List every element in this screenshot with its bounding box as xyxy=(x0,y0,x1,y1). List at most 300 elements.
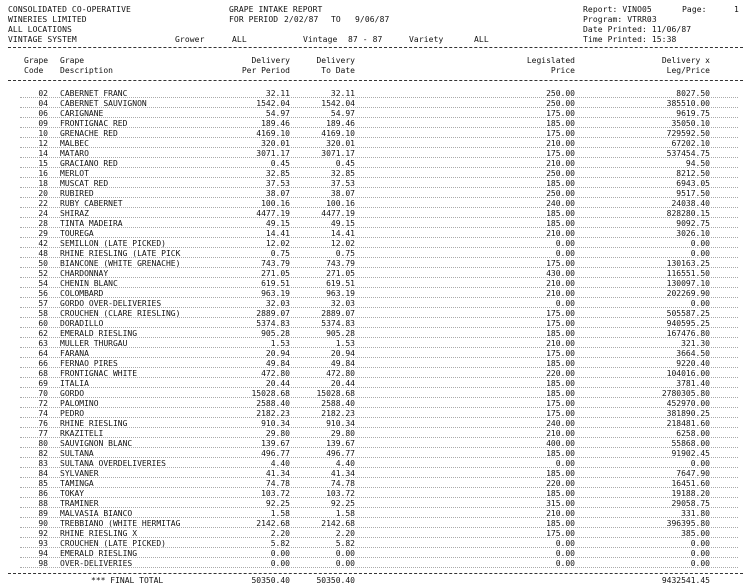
grape-code: 90 xyxy=(38,519,48,528)
grape-description: TOKAY xyxy=(60,489,85,498)
grape-description: CABERNET SAUVIGNON xyxy=(60,99,147,108)
table-row xyxy=(0,89,750,99)
grape-description: EMERALD RIESLING xyxy=(60,549,138,558)
grape-description: FRONTIGNAC WHITE xyxy=(60,369,138,378)
delivery-per-period: 0.75 xyxy=(270,249,290,258)
header-divider xyxy=(8,47,743,48)
legislated-price: 185.00 xyxy=(546,379,575,388)
delivery-value: 202269.90 xyxy=(666,289,710,298)
delivery-to-date: 20.94 xyxy=(330,349,355,358)
legislated-price: 185.00 xyxy=(546,489,575,498)
grape-code: 88 xyxy=(38,499,48,508)
grape-code: 04 xyxy=(38,99,48,108)
delivery-to-date: 496.77 xyxy=(326,449,355,458)
grape-code: 74 xyxy=(38,409,48,418)
col-to-date-line1: Delivery xyxy=(316,56,355,65)
delivery-value: 0.00 xyxy=(690,239,710,248)
table-row xyxy=(0,279,750,289)
column-divider xyxy=(8,80,743,81)
delivery-value: 130097.10 xyxy=(666,279,710,288)
grape-description: CARIGNANE xyxy=(60,109,104,118)
grape-description: CROUCHEN (LATE PICKED) xyxy=(60,539,166,548)
delivery-to-date: 472.80 xyxy=(326,369,355,378)
delivery-value: 130163.25 xyxy=(666,259,710,268)
delivery-value: 167476.80 xyxy=(666,329,710,338)
delivery-per-period: 0.00 xyxy=(270,559,290,568)
final-total-value: 9432541.45 xyxy=(661,576,710,585)
grape-code: 02 xyxy=(38,89,48,98)
report-title: GRAPE INTAKE REPORT xyxy=(229,5,323,14)
table-row xyxy=(0,519,750,529)
legislated-price: 430.00 xyxy=(546,269,575,278)
delivery-to-date: 2.20 xyxy=(335,529,355,538)
delivery-per-period: 2.20 xyxy=(270,529,290,538)
table-row xyxy=(0,369,750,379)
table-row xyxy=(0,379,750,389)
delivery-per-period: 54.97 xyxy=(265,109,290,118)
delivery-to-date: 20.44 xyxy=(330,379,355,388)
delivery-to-date: 0.45 xyxy=(335,159,355,168)
period-to: 9/06/87 xyxy=(355,15,390,24)
table-row xyxy=(0,219,750,229)
delivery-per-period: 14.41 xyxy=(265,229,290,238)
delivery-per-period: 271.05 xyxy=(261,269,290,278)
delivery-to-date: 5.82 xyxy=(335,539,355,548)
grape-description: CHARDONNAY xyxy=(60,269,109,278)
grape-description: RUBY CABERNET xyxy=(60,199,123,208)
delivery-value: 16451.60 xyxy=(671,479,710,488)
delivery-per-period: 32.03 xyxy=(265,299,290,308)
delivery-to-date: 905.28 xyxy=(326,329,355,338)
legislated-price: 210.00 xyxy=(546,289,575,298)
delivery-to-date: 41.34 xyxy=(330,469,355,478)
delivery-to-date: 0.00 xyxy=(335,549,355,558)
grape-description: ITALIA xyxy=(60,379,89,388)
grape-description: TINTA MADEIRA xyxy=(60,219,123,228)
delivery-per-period: 1.53 xyxy=(270,339,290,348)
table-row xyxy=(0,359,750,369)
grape-description: GRENACHE RED xyxy=(60,129,118,138)
legislated-price: 185.00 xyxy=(546,179,575,188)
grape-description: CROUCHEN (CLARE RIESLING) xyxy=(60,309,181,318)
delivery-per-period: 49.15 xyxy=(265,219,290,228)
grape-code: 16 xyxy=(38,169,48,178)
delivery-value: 0.00 xyxy=(690,459,710,468)
legislated-price: 185.00 xyxy=(546,519,575,528)
legislated-price: 0.00 xyxy=(555,559,575,568)
grape-code: 22 xyxy=(38,199,48,208)
grower-label: Grower xyxy=(175,35,205,44)
grape-code: 69 xyxy=(38,379,48,388)
grape-code: 09 xyxy=(38,119,48,128)
grape-code: 63 xyxy=(38,339,48,348)
grape-description: RHINE RIESLING X xyxy=(60,529,138,538)
delivery-to-date: 4477.19 xyxy=(321,209,355,218)
grape-code: 42 xyxy=(38,239,48,248)
delivery-value: 385510.00 xyxy=(666,99,710,108)
table-row xyxy=(0,439,750,449)
grape-code: 20 xyxy=(38,189,48,198)
legislated-price: 315.00 xyxy=(546,499,575,508)
delivery-value: 0.00 xyxy=(690,559,710,568)
grape-code: 82 xyxy=(38,449,48,458)
legislated-price: 175.00 xyxy=(546,409,575,418)
locations-label: ALL LOCATIONS xyxy=(8,25,72,34)
delivery-per-period: 4169.10 xyxy=(256,129,290,138)
col-grape-code-line2: Code xyxy=(24,66,44,75)
legislated-price: 175.00 xyxy=(546,399,575,408)
legislated-price: 175.00 xyxy=(546,259,575,268)
delivery-per-period: 496.77 xyxy=(261,449,290,458)
grape-code: 28 xyxy=(38,219,48,228)
table-row xyxy=(0,539,750,549)
grape-code: 56 xyxy=(38,289,48,298)
grape-code: 92 xyxy=(38,529,48,538)
grape-description: MALBEC xyxy=(60,139,89,148)
grape-code: 58 xyxy=(38,309,48,318)
delivery-value: 9092.75 xyxy=(676,219,710,228)
delivery-per-period: 103.72 xyxy=(261,489,290,498)
final-total-per-period: 50350.40 xyxy=(251,576,290,585)
grape-description: TOUREGA xyxy=(60,229,94,238)
delivery-per-period: 320.01 xyxy=(261,139,290,148)
delivery-to-date: 12.02 xyxy=(330,239,355,248)
delivery-value: 537454.75 xyxy=(666,149,710,158)
grape-code: 24 xyxy=(38,209,48,218)
grape-code: 83 xyxy=(38,459,48,468)
grape-description: PALOMINO xyxy=(60,399,99,408)
delivery-value: 0.00 xyxy=(690,299,710,308)
delivery-value: 24038.40 xyxy=(671,199,710,208)
table-row xyxy=(0,319,750,329)
delivery-to-date: 92.25 xyxy=(330,499,355,508)
col-grape-desc-line1: Grape xyxy=(60,56,85,65)
delivery-to-date: 1.53 xyxy=(335,339,355,348)
table-row xyxy=(0,129,750,139)
delivery-per-period: 619.51 xyxy=(261,279,290,288)
delivery-value: 2780305.80 xyxy=(661,389,710,398)
legislated-price: 250.00 xyxy=(546,169,575,178)
legislated-price: 210.00 xyxy=(546,229,575,238)
delivery-to-date: 54.97 xyxy=(330,109,355,118)
legislated-price: 0.00 xyxy=(555,539,575,548)
grape-code: 10 xyxy=(38,129,48,138)
grape-description: SYLVANER xyxy=(60,469,99,478)
delivery-per-period: 100.16 xyxy=(261,199,290,208)
grape-code: 94 xyxy=(38,549,48,558)
company-name-line2: WINERIES LIMITED xyxy=(8,15,87,24)
delivery-to-date: 32.03 xyxy=(330,299,355,308)
table-row xyxy=(0,329,750,339)
delivery-to-date: 4169.10 xyxy=(321,129,355,138)
delivery-per-period: 1.58 xyxy=(270,509,290,518)
legislated-price: 210.00 xyxy=(546,139,575,148)
grape-code: 68 xyxy=(38,369,48,378)
delivery-per-period: 12.02 xyxy=(265,239,290,248)
intake-table xyxy=(0,89,750,569)
delivery-per-period: 38.07 xyxy=(265,189,290,198)
page-number: 1 xyxy=(734,5,739,14)
legislated-price: 210.00 xyxy=(546,509,575,518)
delivery-to-date: 271.05 xyxy=(326,269,355,278)
delivery-per-period: 0.00 xyxy=(270,549,290,558)
legislated-price: 185.00 xyxy=(546,219,575,228)
legislated-price: 210.00 xyxy=(546,159,575,168)
delivery-per-period: 20.94 xyxy=(265,349,290,358)
grape-description: SAUVIGNON BLANC xyxy=(60,439,133,448)
delivery-value: 104016.00 xyxy=(666,369,710,378)
col-per-period-line1: Delivery xyxy=(251,56,290,65)
grape-description: BIANCONE (WHITE GRENACHE) xyxy=(60,259,181,268)
delivery-per-period: 2182.23 xyxy=(256,409,290,418)
legislated-price: 185.00 xyxy=(546,449,575,458)
delivery-value: 505587.25 xyxy=(666,309,710,318)
legislated-price: 0.00 xyxy=(555,239,575,248)
delivery-to-date: 49.84 xyxy=(330,359,355,368)
delivery-per-period: 37.53 xyxy=(265,179,290,188)
delivery-per-period: 5374.83 xyxy=(256,319,290,328)
variety-label: Variety xyxy=(409,35,444,44)
legislated-price: 175.00 xyxy=(546,529,575,538)
delivery-value: 218481.60 xyxy=(666,419,710,428)
delivery-per-period: 5.82 xyxy=(270,539,290,548)
delivery-value: 6943.05 xyxy=(676,179,710,188)
delivery-value: 940595.25 xyxy=(666,319,710,328)
grape-code: 14 xyxy=(38,149,48,158)
legislated-price: 400.00 xyxy=(546,439,575,448)
grape-code: 18 xyxy=(38,179,48,188)
date-printed: Date Printed: 11/06/87 xyxy=(583,25,692,34)
grape-code: 89 xyxy=(38,509,48,518)
period-from: 2/02/87 xyxy=(284,15,319,24)
legislated-price: 175.00 xyxy=(546,149,575,158)
legislated-price: 175.00 xyxy=(546,349,575,358)
vintage-value: 87 - 87 xyxy=(348,35,383,44)
delivery-value: 8212.50 xyxy=(676,169,710,178)
delivery-value: 29058.75 xyxy=(671,499,710,508)
table-row xyxy=(0,119,750,129)
delivery-per-period: 74.78 xyxy=(265,479,290,488)
delivery-per-period: 49.84 xyxy=(265,359,290,368)
delivery-to-date: 2889.07 xyxy=(321,309,355,318)
col-price-line2: Price xyxy=(550,66,575,75)
legislated-price: 0.00 xyxy=(555,299,575,308)
table-row xyxy=(0,309,750,319)
grape-description: TRAMINER xyxy=(60,499,99,508)
delivery-value: 9517.50 xyxy=(676,189,710,198)
grape-code: 98 xyxy=(38,559,48,568)
table-row xyxy=(0,259,750,269)
col-price-line1: Legislated xyxy=(526,56,575,65)
delivery-value: 6258.00 xyxy=(676,429,710,438)
table-row xyxy=(0,479,750,489)
grape-description: SHIRAZ xyxy=(60,209,89,218)
table-row xyxy=(0,349,750,359)
table-row xyxy=(0,459,750,469)
delivery-to-date: 103.72 xyxy=(326,489,355,498)
table-row xyxy=(0,339,750,349)
grape-code: 84 xyxy=(38,469,48,478)
delivery-to-date: 0.00 xyxy=(335,559,355,568)
table-row xyxy=(0,269,750,279)
grape-description: MERLOT xyxy=(60,169,89,178)
delivery-per-period: 32.11 xyxy=(265,89,290,98)
delivery-value: 9619.75 xyxy=(676,109,710,118)
grape-code: 29 xyxy=(38,229,48,238)
delivery-value: 94.50 xyxy=(685,159,710,168)
legislated-price: 0.00 xyxy=(555,459,575,468)
delivery-to-date: 0.75 xyxy=(335,249,355,258)
delivery-value: 116551.50 xyxy=(666,269,710,278)
delivery-to-date: 2182.23 xyxy=(321,409,355,418)
grape-code: 06 xyxy=(38,109,48,118)
delivery-per-period: 32.85 xyxy=(265,169,290,178)
delivery-to-date: 963.19 xyxy=(326,289,355,298)
grape-code: 62 xyxy=(38,329,48,338)
table-row xyxy=(0,499,750,509)
grower-value: ALL xyxy=(232,35,247,44)
legislated-price: 175.00 xyxy=(546,129,575,138)
table-row xyxy=(0,529,750,539)
col-to-date-line2: To Date xyxy=(321,66,355,75)
delivery-per-period: 29.80 xyxy=(265,429,290,438)
delivery-to-date: 32.85 xyxy=(330,169,355,178)
table-row xyxy=(0,429,750,439)
grape-description: SULTANA OVERDELIVERIES xyxy=(60,459,166,468)
legislated-price: 240.00 xyxy=(546,199,575,208)
delivery-value: 9220.40 xyxy=(676,359,710,368)
legislated-price: 185.00 xyxy=(546,389,575,398)
delivery-value: 67202.10 xyxy=(671,139,710,148)
legislated-price: 210.00 xyxy=(546,429,575,438)
grape-code: 54 xyxy=(38,279,48,288)
legislated-price: 0.00 xyxy=(555,549,575,558)
col-value-line1: Delivery x xyxy=(661,56,710,65)
delivery-value: 91902.45 xyxy=(671,449,710,458)
grape-code: 80 xyxy=(38,439,48,448)
delivery-per-period: 4.40 xyxy=(270,459,290,468)
grape-description: TREBBIANO (WHITE HERMITAG xyxy=(60,519,181,528)
delivery-value: 385.00 xyxy=(681,529,710,538)
delivery-to-date: 1.58 xyxy=(335,509,355,518)
grape-description: MATARO xyxy=(60,149,89,158)
legislated-price: 175.00 xyxy=(546,309,575,318)
delivery-to-date: 619.51 xyxy=(326,279,355,288)
table-row xyxy=(0,179,750,189)
delivery-to-date: 189.46 xyxy=(326,119,355,128)
total-divider xyxy=(8,573,743,574)
delivery-value: 3026.10 xyxy=(676,229,710,238)
legislated-price: 185.00 xyxy=(546,329,575,338)
delivery-to-date: 139.67 xyxy=(326,439,355,448)
delivery-to-date: 2588.40 xyxy=(321,399,355,408)
delivery-per-period: 2588.40 xyxy=(256,399,290,408)
table-row xyxy=(0,559,750,569)
vintage-label: Vintage xyxy=(303,35,338,44)
table-row xyxy=(0,209,750,219)
table-row xyxy=(0,509,750,519)
delivery-per-period: 910.34 xyxy=(261,419,290,428)
col-grape-desc-line2: Description xyxy=(60,66,113,75)
delivery-to-date: 2142.68 xyxy=(321,519,355,528)
grape-code: 60 xyxy=(38,319,48,328)
grape-description: SULTANA xyxy=(60,449,94,458)
final-total-to-date: 50350.40 xyxy=(316,576,355,585)
table-row xyxy=(0,299,750,309)
delivery-value: 828280.15 xyxy=(666,209,710,218)
table-row xyxy=(0,239,750,249)
delivery-per-period: 20.44 xyxy=(265,379,290,388)
delivery-value: 19188.20 xyxy=(671,489,710,498)
delivery-per-period: 41.34 xyxy=(265,469,290,478)
grape-code: 93 xyxy=(38,539,48,548)
grape-description: MUSCAT RED xyxy=(60,179,109,188)
delivery-per-period: 92.25 xyxy=(265,499,290,508)
delivery-to-date: 49.15 xyxy=(330,219,355,228)
delivery-per-period: 15028.68 xyxy=(251,389,290,398)
grape-code: 15 xyxy=(38,159,48,168)
grape-description: OVER-DELIVERIES xyxy=(60,559,133,568)
grape-code: 66 xyxy=(38,359,48,368)
grape-description: DORADILLO xyxy=(60,319,104,328)
grape-description: FRONTIGNAC RED xyxy=(60,119,128,128)
variety-value: ALL xyxy=(474,35,489,44)
legislated-price: 210.00 xyxy=(546,279,575,288)
delivery-value: 0.00 xyxy=(690,539,710,548)
delivery-per-period: 743.79 xyxy=(261,259,290,268)
delivery-to-date: 3071.17 xyxy=(321,149,355,158)
legislated-price: 0.00 xyxy=(555,249,575,258)
grape-description: GORDO OVER-DELIVERIES xyxy=(60,299,162,308)
table-row xyxy=(0,109,750,119)
delivery-per-period: 1542.04 xyxy=(256,99,290,108)
delivery-per-period: 4477.19 xyxy=(256,209,290,218)
grape-description: RHINE RIESLING (LATE PICK xyxy=(60,249,181,258)
table-row xyxy=(0,289,750,299)
legislated-price: 185.00 xyxy=(546,209,575,218)
col-grape-code-line1: Grape xyxy=(24,56,49,65)
grape-description: MALVASIA BIANCO xyxy=(60,509,133,518)
grape-code: 76 xyxy=(38,419,48,428)
system-label: VINTAGE SYSTEM xyxy=(8,35,77,44)
delivery-per-period: 2889.07 xyxy=(256,309,290,318)
delivery-to-date: 1542.04 xyxy=(321,99,355,108)
grape-code: 70 xyxy=(38,389,48,398)
delivery-to-date: 32.11 xyxy=(330,89,355,98)
grape-code: 52 xyxy=(38,269,48,278)
grape-description: GORDO xyxy=(60,389,85,398)
delivery-per-period: 189.46 xyxy=(261,119,290,128)
delivery-per-period: 0.45 xyxy=(270,159,290,168)
delivery-per-period: 905.28 xyxy=(261,329,290,338)
delivery-value: 321.30 xyxy=(681,339,710,348)
delivery-value: 452970.00 xyxy=(666,399,710,408)
grape-code: 64 xyxy=(38,349,48,358)
grape-code: 48 xyxy=(38,249,48,258)
delivery-per-period: 963.19 xyxy=(261,289,290,298)
delivery-value: 729592.50 xyxy=(666,129,710,138)
delivery-to-date: 910.34 xyxy=(326,419,355,428)
legislated-price: 185.00 xyxy=(546,359,575,368)
table-row xyxy=(0,469,750,479)
delivery-per-period: 3071.17 xyxy=(256,149,290,158)
period-to-label: TO xyxy=(331,15,341,24)
delivery-value: 7647.90 xyxy=(676,469,710,478)
grape-description: CHENIN BLANC xyxy=(60,279,118,288)
table-row xyxy=(0,189,750,199)
grape-code: 12 xyxy=(38,139,48,148)
grape-code: 57 xyxy=(38,299,48,308)
